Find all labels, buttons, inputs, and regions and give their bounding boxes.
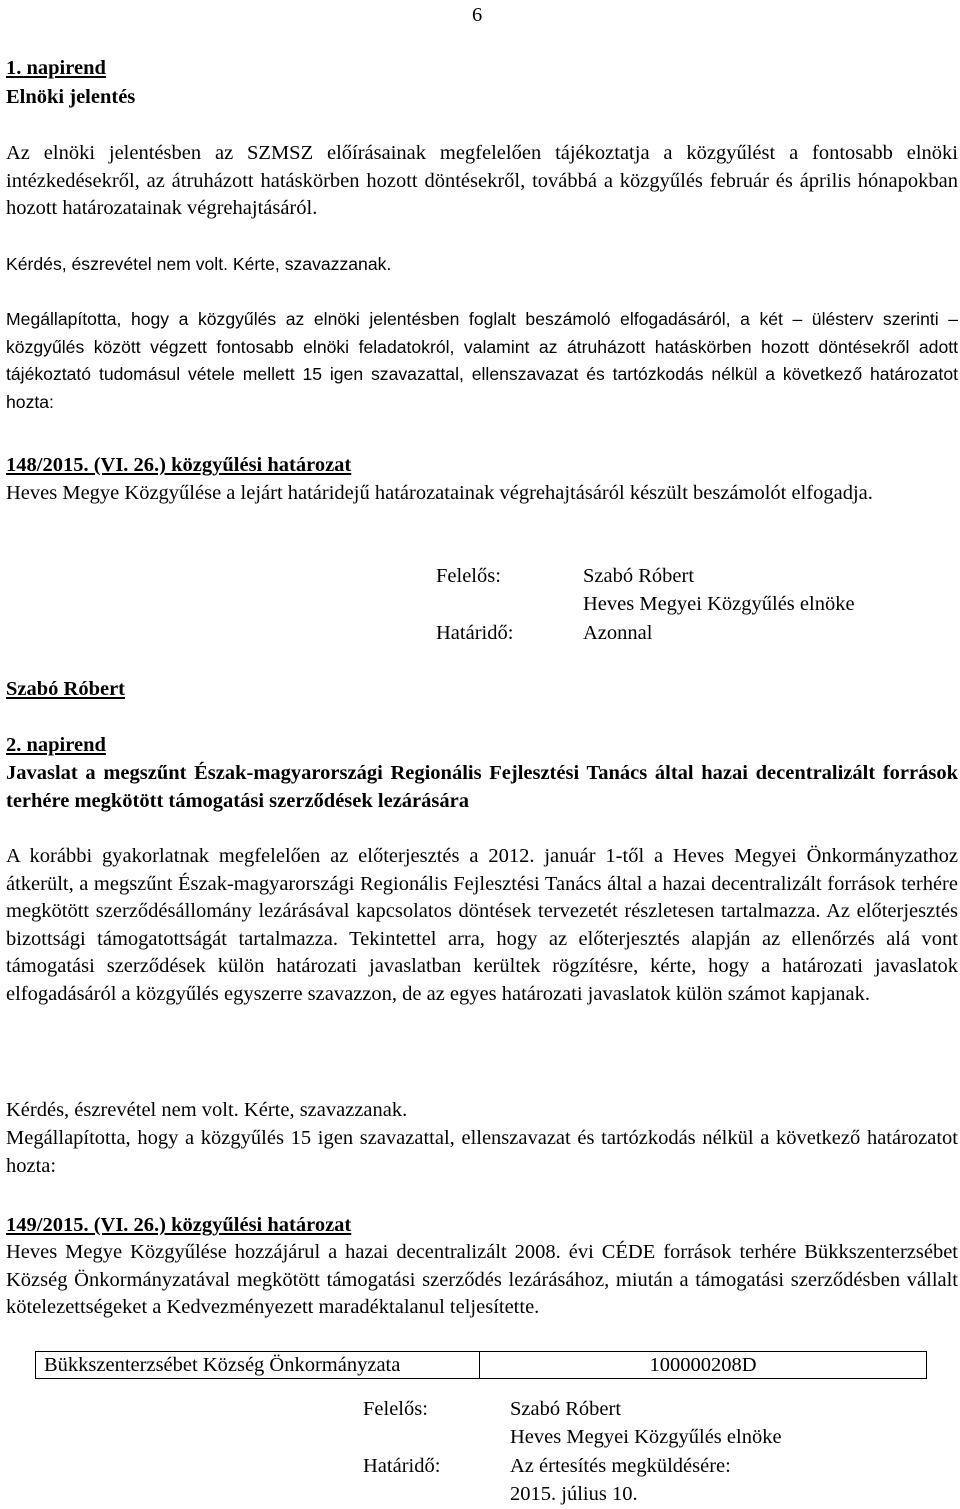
item1-heading: 1. napirend <box>6 57 106 79</box>
item2-question: Kérdés, észrevétel nem volt. Kérte, szavazzanak. <box>6 1099 408 1121</box>
table-cell-name: Bükkszenterzsébet Község Önkormányzata <box>36 1352 480 1379</box>
item2-responsible-role: Heves Megyei Közgyűlés elnöke <box>510 1426 782 1448</box>
item2-responsible-label: Felelős: <box>363 1398 428 1420</box>
item1-question: Kérdés, észrevétel nem volt. Kérte, szavazzanak. <box>6 254 392 274</box>
item2-finding: Megállapította, hogy a közgyűlés 15 igen szavazattal, ellenszavazat és tartózkodás nélkül a következő határozatot hozta: <box>6 1127 958 1177</box>
item1-responsible-role: Heves Megyei Közgyűlés elnöke <box>583 593 855 615</box>
item1-title: Elnöki jelentés <box>6 86 136 108</box>
item2-heading: 2. napirend <box>6 734 106 756</box>
item1-deadline-label: Határidő: <box>436 622 514 644</box>
item2-responsible-name: Szabó Róbert <box>510 1398 622 1420</box>
item1-finding: Megállapította, hogy a közgyűlés az elnöki jelentésben foglalt beszámoló elfogadásáról, a két – ülésterv szerinti – közgyűlés között végzett fontosabb elnöki feladatokról, valamint az átruházott hatáskörben hozott döntésekről adott tájékoztató tudomásul vétele mellett 15 igen szavazattal, ellenszavazat és tartózkodás nélkül a következő határozatot hozta: <box>6 309 958 412</box>
table-cell-code: 100000208D <box>480 1352 927 1379</box>
item1-resolution-title: 148/2015. (VI. 26.) közgyűlési határozat <box>6 454 352 476</box>
item2-deadline-label: Határidő: <box>363 1455 441 1477</box>
contract-table <box>35 1351 927 1379</box>
item2-body: A korábbi gyakorlatnak megfelelően az előterjesztés a 2012. január 1-től a Heves Megyei Önkormányzathoz átkerült, a megszűnt Észak-magyarországi Regionális Fejlesztési Tanács által a hazai decentralizált források terhére megkötött szerződésállomány lezárásával kapcsolatos döntések tervezetét részletesen tartalmazza. Az előterjesztés bizottsági támogatottságát tartalmazza. Tekintettel arra, hogy az előterjesztés alapján az ellenőrzés alá vont támogatási szerződések külön határozati javaslatban kerültek rögzítésre, kérte, hogy a határozati javaslatok elfogadásáról a közgyűlés egyszerre szavazzon, de az egyes határozati javaslatok külön számot kapjanak. <box>6 845 958 1005</box>
item1-resolution-text: Heves Megye Közgyűlése a lejárt határidejű határozatainak végrehajtásáról készült beszámolót elfogadja. <box>6 482 873 504</box>
item2-title: Javaslat a megszűnt Észak-magyarországi Regionális Fejlesztési Tanács által hazai decentralizált források terhére megkötött támogatási szerződések lezárására <box>6 762 958 812</box>
item2-resolution-title: 149/2015. (VI. 26.) közgyűlési határozat <box>6 1214 352 1236</box>
item1-responsible-label: Felelős: <box>436 565 501 587</box>
item1-responsible-name: Szabó Róbert <box>583 565 695 587</box>
page-number: 6 <box>472 4 483 26</box>
item2-resolution-text: Heves Megye Közgyűlése hozzájárul a hazai decentralizált 2008. évi CÉDE források terhére Bükkszenterzsébet Község Önkormányzatával megkötött támogatási szerződés lezárásához, miután a támogatási szerződésben vállalt kötelezettségeket a Kedvezményezett maradéktalanul teljesítette. <box>6 1241 958 1318</box>
table-row <box>36 1352 927 1379</box>
item2-deadline-value: Az értesítés megküldésére: <box>510 1455 731 1477</box>
item1-deadline-value: Azonnal <box>583 622 653 644</box>
item1-speaker: Szabó Róbert <box>6 678 126 700</box>
item1-intro: Az elnöki jelentésben az SZMSZ előírásainak megfelelően tájékoztatja a közgyűlést a fontosabb elnöki intézkedésekről, az átruházott hatáskörben hozott döntésekről, továbbá a közgyűlés február és április hónapokban hozott határozatainak végrehajtásáról. <box>6 142 958 219</box>
item2-deadline-date: 2015. július 10. <box>510 1483 638 1505</box>
